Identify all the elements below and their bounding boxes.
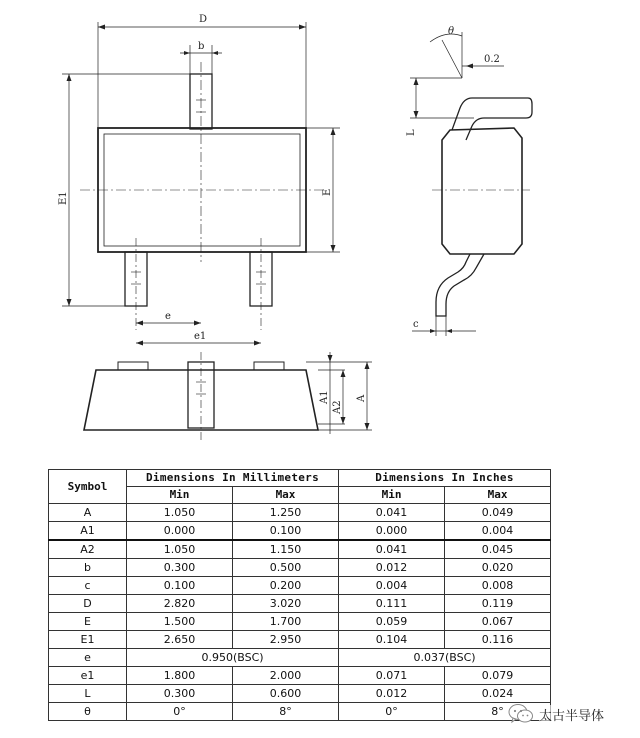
dim-c-label: c (413, 319, 419, 330)
in-max-cell: 8° (445, 703, 551, 721)
in-max-cell: 0.004 (445, 522, 551, 541)
in-min-cell: 0.004 (339, 577, 445, 595)
dim-c-arrow-left (430, 329, 436, 333)
side-view (406, 26, 532, 336)
dim-L-arrow-top (414, 78, 419, 85)
symbol-cell: θ (49, 703, 127, 721)
dim-gauge-label: 0.2 (484, 54, 500, 65)
dim-theta-arc (430, 34, 462, 42)
symbol-cell: c (49, 577, 127, 595)
dim-e1-label: e1 (194, 331, 207, 342)
mm-max-cell: 1.150 (233, 540, 339, 559)
mm-min-cell: 0.300 (127, 559, 233, 577)
mm-min-cell: 1.800 (127, 667, 233, 685)
in-max-cell: 0.024 (445, 685, 551, 703)
wechat-icon (508, 703, 534, 725)
mm-min-cell: 0.000 (127, 522, 233, 541)
mm-bsc-cell: 0.950(BSC) (127, 649, 339, 667)
in-min-cell: 0.059 (339, 613, 445, 631)
table-row (49, 631, 551, 649)
dim-D-arrow-left (98, 25, 105, 30)
symbol-cell: e (49, 649, 127, 667)
mm-max-cell: 0.600 (233, 685, 339, 703)
side-lead-top (452, 98, 532, 140)
mm-max-cell: 0.200 (233, 577, 339, 595)
table-row (49, 559, 551, 577)
dim-A2-arrow-bottom (341, 417, 346, 424)
table-row (49, 685, 551, 703)
in-max-cell: 0.020 (445, 559, 551, 577)
dim-L-arrow-bottom (414, 111, 419, 118)
dim-c-arrow-right (446, 329, 452, 333)
symbol-cell: L (49, 685, 127, 703)
dim-e1-arrow-left (136, 341, 143, 346)
dim-e-label: e (165, 311, 171, 322)
in-max-cell: 0.067 (445, 613, 551, 631)
dim-e-arrow-left (136, 321, 143, 326)
dim-A1-label: A1 (319, 390, 330, 404)
in-max-cell: 0.045 (445, 540, 551, 559)
mm-min-cell: 0° (127, 703, 233, 721)
mm-min-header: Min (127, 487, 233, 504)
dim-A-arrow-bottom (365, 423, 370, 430)
mm-max-header: Max (233, 487, 339, 504)
watermark-text: 太古半导体 (539, 705, 604, 724)
mm-min-cell: 2.820 (127, 595, 233, 613)
mm-max-cell: 1.700 (233, 613, 339, 631)
symbol-cell: e1 (49, 667, 127, 685)
mm-max-cell: 0.100 (233, 522, 339, 541)
symbol-cell: A2 (49, 540, 127, 559)
top-view (58, 14, 340, 346)
symbol-cell: D (49, 595, 127, 613)
in-min-cell: 0.041 (339, 540, 445, 559)
symbol-cell: E (49, 613, 127, 631)
in-max-cell: 0.049 (445, 504, 551, 522)
in-max-cell: 0.119 (445, 595, 551, 613)
dim-E-arrow-bottom (331, 245, 336, 252)
front-lead-left (118, 362, 148, 370)
symbol-header: Symbol (49, 470, 127, 504)
table-row (49, 649, 551, 667)
dim-b-arrow-right (212, 51, 218, 55)
dim-D-label: D (199, 14, 208, 25)
mm-max-cell: 1.250 (233, 504, 339, 522)
dim-A2-label: A2 (332, 400, 343, 414)
mm-min-cell: 0.100 (127, 577, 233, 595)
dim-theta-slope (442, 40, 462, 78)
table-row (49, 595, 551, 613)
dim-E1-label: E1 (58, 191, 69, 205)
symbol-cell: b (49, 559, 127, 577)
in-min-cell: 0.012 (339, 559, 445, 577)
symbol-cell: A (49, 504, 127, 522)
table-row (49, 613, 551, 631)
table-row (49, 577, 551, 595)
side-body (442, 128, 522, 254)
dim-E-label: E (322, 188, 333, 196)
mm-min-cell: 0.300 (127, 685, 233, 703)
in-bsc-cell: 0.037(BSC) (339, 649, 551, 667)
mm-min-cell: 1.500 (127, 613, 233, 631)
front-view (84, 352, 372, 440)
side-lead-bottom (436, 254, 484, 316)
table-row (49, 703, 551, 721)
in-min-cell: 0.041 (339, 504, 445, 522)
mm-max-cell: 2.000 (233, 667, 339, 685)
dimensions-table (48, 469, 551, 721)
dim-E1-arrow-bottom (67, 299, 72, 306)
table-header-row (49, 470, 551, 487)
dim-A-arrow-top (365, 362, 370, 369)
dim-e-arrow-right (194, 321, 201, 326)
watermark (508, 703, 604, 725)
in-min-cell: 0.111 (339, 595, 445, 613)
in-max-cell: 0.008 (445, 577, 551, 595)
in-min-cell: 0.071 (339, 667, 445, 685)
dim-L-label: L (406, 129, 417, 136)
millimeters-header: Dimensions In Millimeters (127, 470, 339, 487)
mm-min-cell: 2.650 (127, 631, 233, 649)
in-max-header: Max (445, 487, 551, 504)
in-min-cell: 0.012 (339, 685, 445, 703)
in-min-cell: 0° (339, 703, 445, 721)
dim-gauge-arrow (466, 64, 473, 69)
front-lead-right (254, 362, 284, 370)
in-max-cell: 0.116 (445, 631, 551, 649)
dim-E-arrow-top (331, 128, 336, 135)
in-max-cell: 0.079 (445, 667, 551, 685)
dim-E1-arrow-top (67, 74, 72, 81)
inches-header: Dimensions In Inches (339, 470, 551, 487)
mm-max-cell: 2.950 (233, 631, 339, 649)
dim-A1-arrow (328, 355, 333, 362)
table-row (49, 540, 551, 559)
table-row (49, 667, 551, 685)
mm-max-cell: 8° (233, 703, 339, 721)
dim-b-label: b (198, 41, 205, 52)
symbol-cell: E1 (49, 631, 127, 649)
mm-min-cell: 1.050 (127, 504, 233, 522)
dim-D-arrow-right (299, 25, 306, 30)
mm-min-cell: 1.050 (127, 540, 233, 559)
dim-A2-arrow-top (341, 370, 346, 377)
dim-theta-label: θ (448, 26, 455, 37)
dim-b-arrow-left (184, 51, 190, 55)
mm-max-cell: 0.500 (233, 559, 339, 577)
dim-e1-arrow-right (254, 341, 261, 346)
table-row (49, 504, 551, 522)
in-min-cell: 0.000 (339, 522, 445, 541)
symbol-cell: A1 (49, 522, 127, 541)
dim-A-label: A (356, 394, 367, 402)
in-min-header: Min (339, 487, 445, 504)
mm-max-cell: 3.020 (233, 595, 339, 613)
table-row (49, 522, 551, 541)
in-min-cell: 0.104 (339, 631, 445, 649)
